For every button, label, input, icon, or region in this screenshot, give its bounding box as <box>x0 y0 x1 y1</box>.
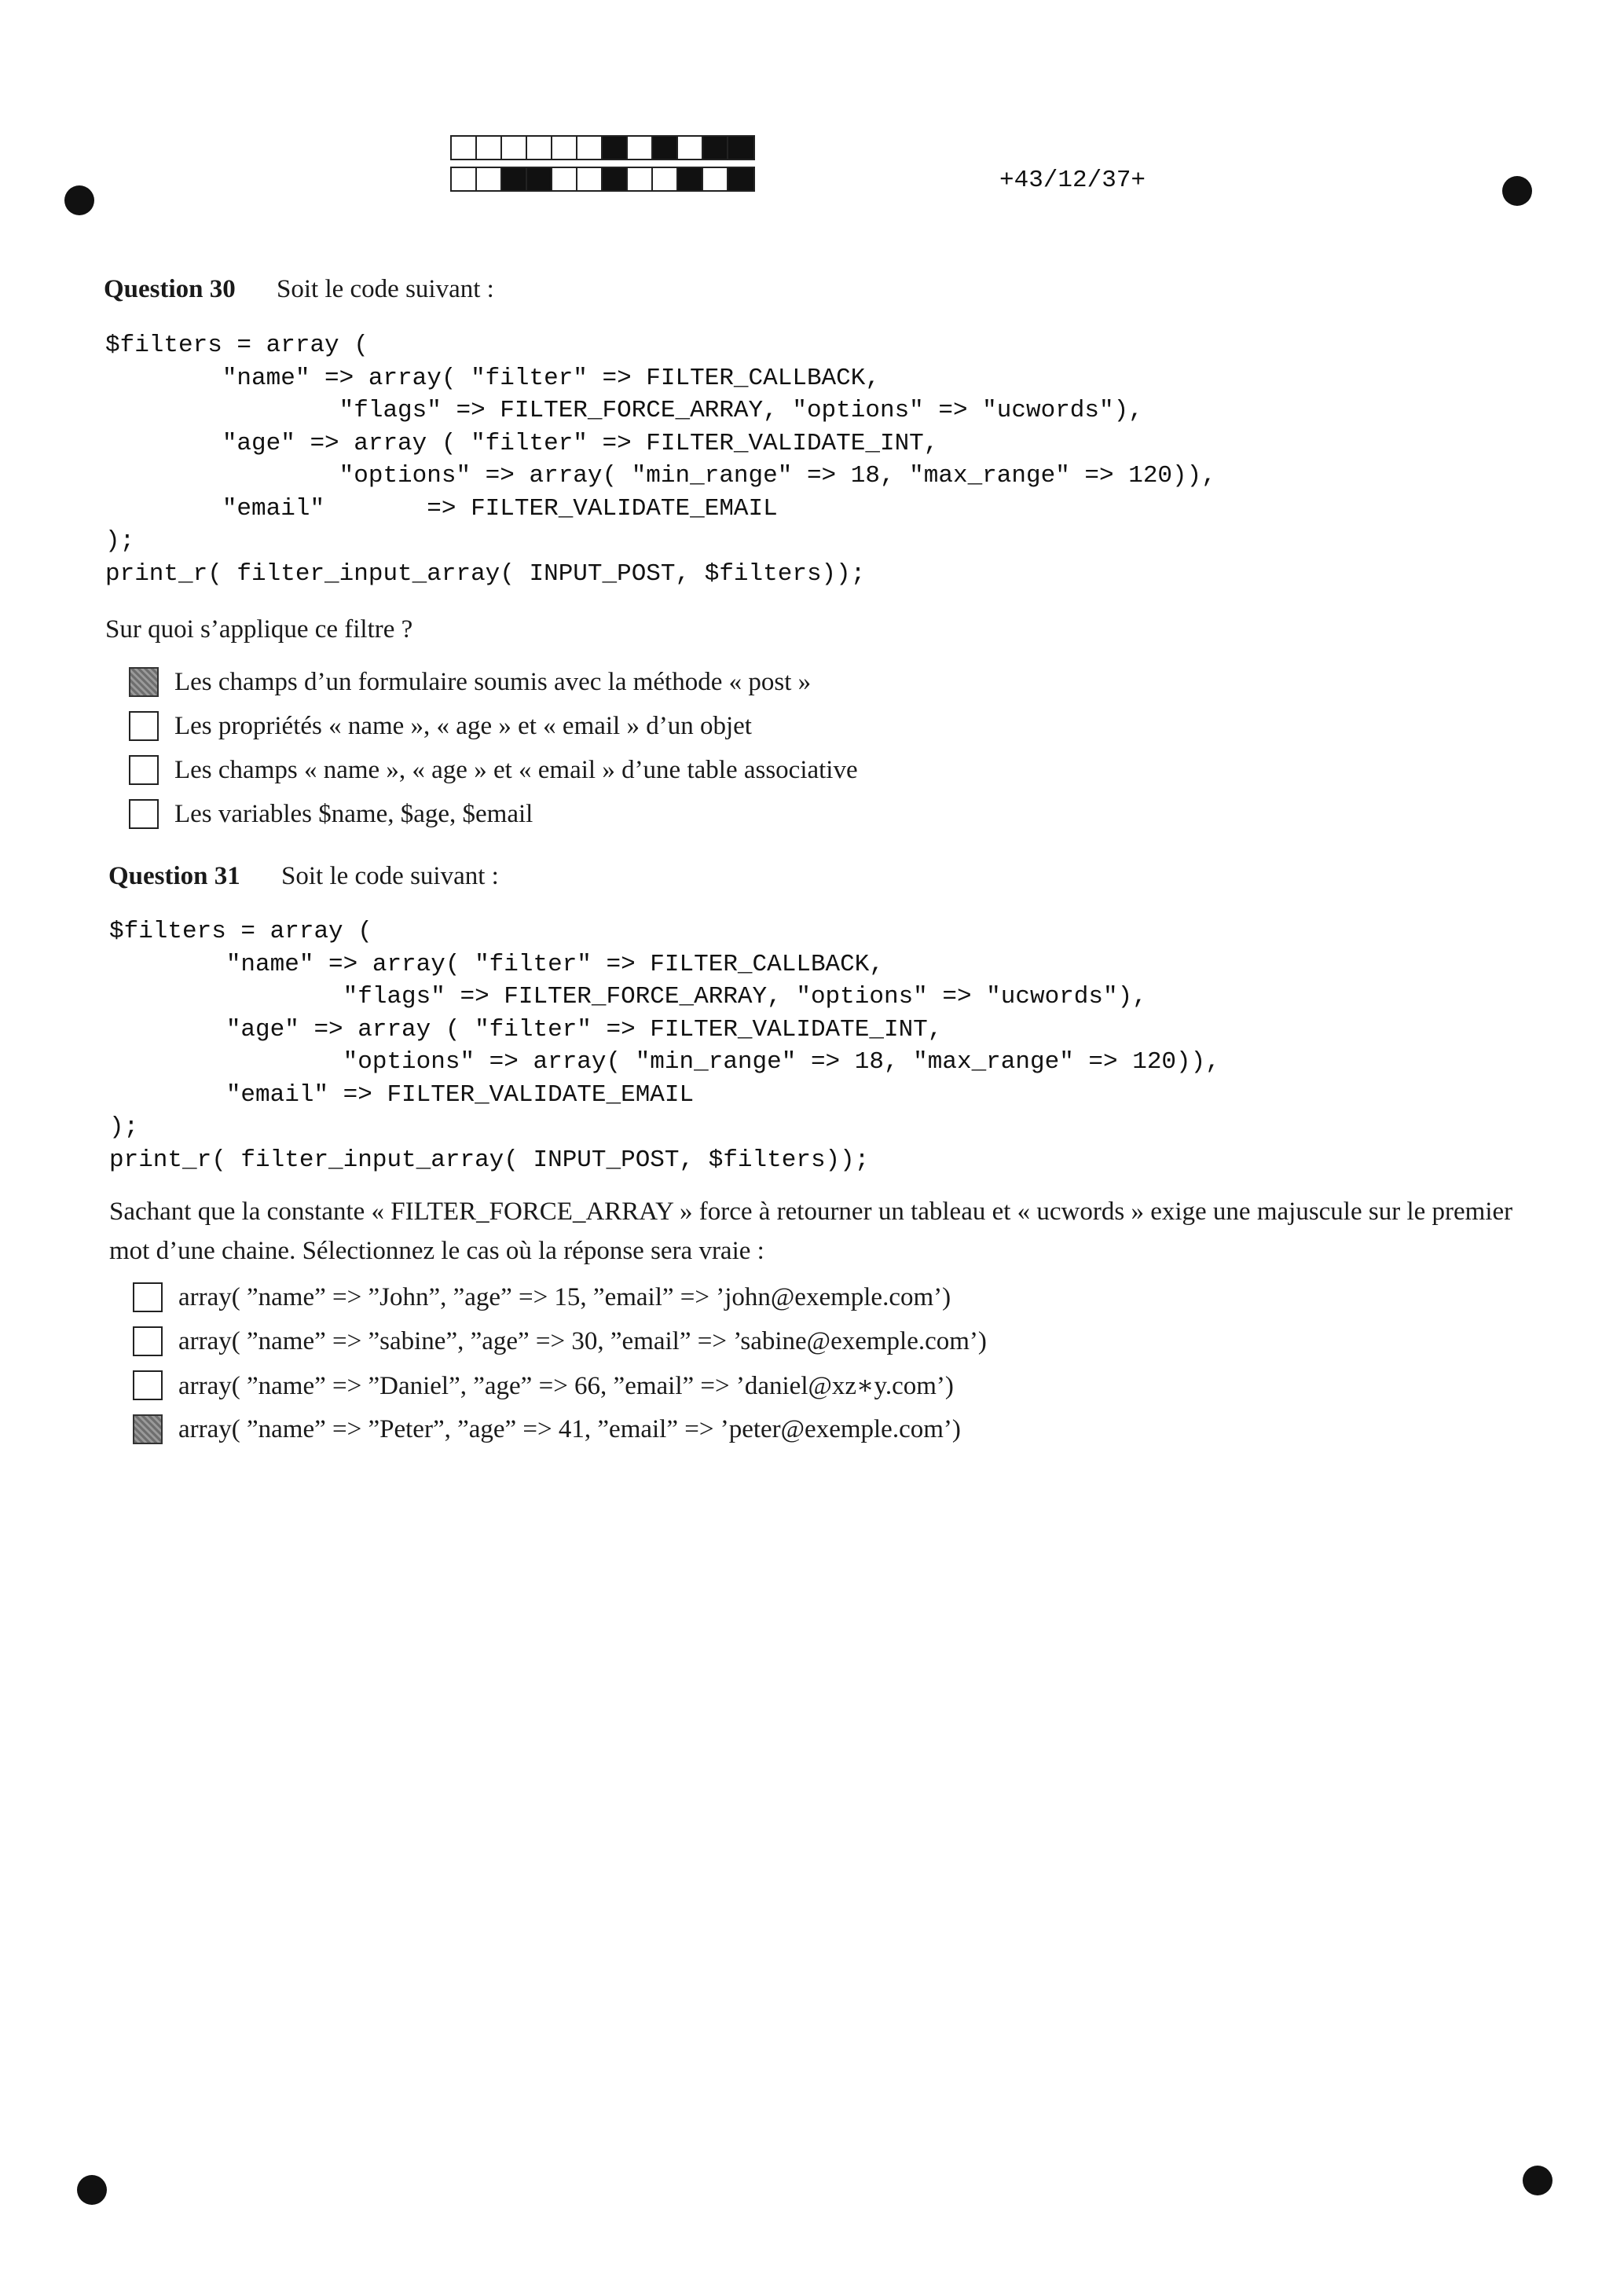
checkbox[interactable] <box>129 711 159 741</box>
answer-text: array( ”name” => ”Peter”, ”age” => 41, ”email” => ’peter@exemple.com’) <box>178 1414 961 1443</box>
barcode-cell <box>502 137 527 159</box>
barcode-cell <box>577 168 603 190</box>
barcode-cell <box>703 168 728 190</box>
barcode-cell <box>678 137 703 159</box>
barcode-cell <box>452 168 477 190</box>
barcode-cell <box>728 137 753 159</box>
answer-text: Les propriétés « name », « age » et « email » d’un objet <box>174 711 752 740</box>
answer-text: array( ”name” => ”John”, ”age” => 15, ”email” => ’john@exemple.com’) <box>178 1282 951 1311</box>
registration-mark-top-right <box>1502 176 1532 206</box>
answer-option[interactable] <box>129 660 858 704</box>
checkbox-checked[interactable] <box>133 1414 163 1444</box>
answer-option[interactable] <box>129 704 858 748</box>
registration-mark-bottom-left <box>77 2175 107 2205</box>
question-30-code: $filters = array ( "name" => array( "filter" => FILTER_CALLBACK, "flags" => FILTER_FORCE_ARRAY, "options" => "ucwords"), "age" => array ( "filter" => FILTER_VALIDATE_INT, "options" => array( "min_range" => 18, "max_range" => 120)), "email" => FILTER_VALIDATE_EMAIL ); print_r( filter_input_array( INPUT_POST, $filters)); <box>105 332 1216 588</box>
answer-option[interactable] <box>133 1363 987 1407</box>
answer-option[interactable] <box>133 1275 987 1319</box>
barcode-cell <box>603 137 628 159</box>
barcode-cell <box>552 168 577 190</box>
question-31-intro: Soit le code suivant : <box>281 862 499 890</box>
page-barcode-row-2 <box>450 167 755 192</box>
barcode-cell <box>628 137 653 159</box>
checkbox[interactable] <box>133 1370 163 1400</box>
barcode-cell <box>502 168 527 190</box>
answer-text: array( ”name” => ”Daniel”, ”age” => 66, ”email” => ’daniel@xz∗y.com’) <box>178 1372 954 1400</box>
answer-text: Les champs « name », « age » et « email » d’une table associative <box>174 755 858 784</box>
barcode-cell <box>527 168 552 190</box>
registration-mark-bottom-right <box>1523 2166 1553 2195</box>
barcode-cell <box>653 168 678 190</box>
checkbox-checked[interactable] <box>129 667 159 697</box>
barcode-cell <box>653 137 678 159</box>
answer-text: Les variables $name, $age, $email <box>174 799 533 828</box>
question-30-label: Question 30 <box>104 275 236 303</box>
barcode-cell <box>477 137 502 159</box>
barcode-cell <box>728 168 753 190</box>
checkbox[interactable] <box>133 1282 163 1312</box>
question-31-answers <box>133 1275 987 1451</box>
question-31-prompt: Sachant que la constante « FILTER_FORCE_ARRAY » force à retourner un tableau et « ucwords » exige une majuscule sur le premier mot d’une chaine. Sélectionnez le cas où la réponse sera vraie : <box>109 1198 1513 1265</box>
question-30-prompt: Sur quoi s’applique ce filtre ? <box>105 615 413 644</box>
page-barcode-row-1 <box>450 135 755 160</box>
answer-option[interactable] <box>129 792 858 836</box>
page-identifier: +43/12/37+ <box>999 167 1146 194</box>
barcode-cell <box>477 168 502 190</box>
barcode-cell <box>552 137 577 159</box>
answer-text: array( ”name” => ”sabine”, ”age” => 30, ”email” => ’sabine@exemple.com’) <box>178 1326 987 1355</box>
barcode-cell <box>703 137 728 159</box>
registration-mark-top-left <box>64 185 94 215</box>
question-31-code: $filters = array ( "name" => array( "filter" => FILTER_CALLBACK, "flags" => FILTER_FORCE_ARRAY, "options" => "ucwords"), "age" => array ( "filter" => FILTER_VALIDATE_INT, "options" => array( "min_range" => 18, "max_range" => 120)), "email" => FILTER_VALIDATE_EMAIL ); print_r( filter_input_array( INPUT_POST, $filters)); <box>109 918 1220 1174</box>
answer-option[interactable] <box>129 748 858 792</box>
barcode-cell <box>603 168 628 190</box>
barcode-cell <box>628 168 653 190</box>
question-30-answers <box>129 660 858 836</box>
answer-option[interactable] <box>133 1407 987 1451</box>
checkbox[interactable] <box>133 1326 163 1356</box>
question-31-label: Question 31 <box>108 862 240 890</box>
barcode-cell <box>452 137 477 159</box>
checkbox[interactable] <box>129 799 159 829</box>
barcode-cell <box>678 168 703 190</box>
barcode-cell <box>577 137 603 159</box>
answer-option[interactable] <box>133 1319 987 1363</box>
question-30-header <box>104 275 494 304</box>
question-31-header <box>108 862 499 891</box>
checkbox[interactable] <box>129 755 159 785</box>
barcode-cell <box>527 137 552 159</box>
answer-text: Les champs d’un formulaire soumis avec la méthode « post » <box>174 667 812 696</box>
question-30-intro: Soit le code suivant : <box>277 275 494 303</box>
